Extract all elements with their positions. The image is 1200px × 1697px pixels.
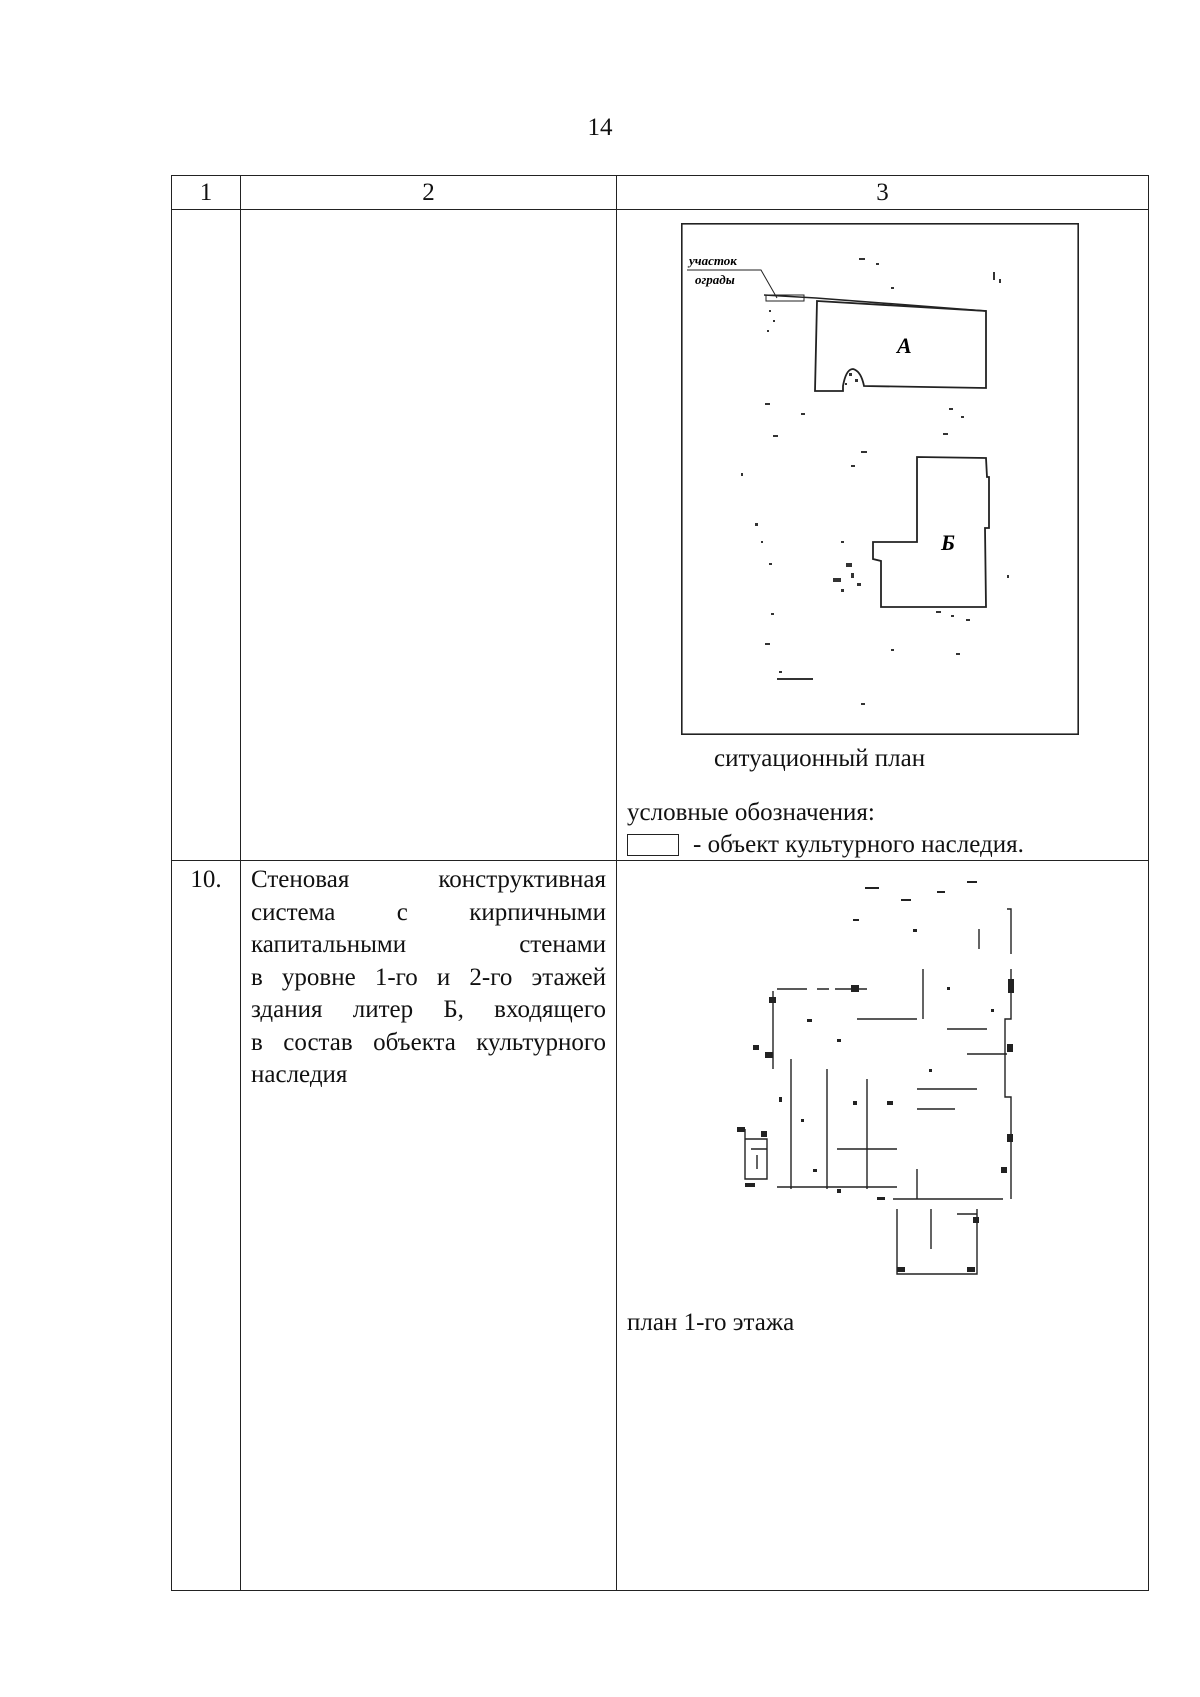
description-line: система с кирпичными <box>251 898 606 926</box>
header-cell-1: 1 <box>172 176 241 210</box>
description-line: в состав объекта культурного <box>251 1028 606 1056</box>
legend-title: условные обозначения: <box>627 799 875 826</box>
header-cell-3: 3 <box>617 176 1149 210</box>
fence-label-line2: ограды <box>695 272 735 287</box>
floor-plan-image <box>717 869 1037 1289</box>
table-row-10 <box>172 861 1149 1591</box>
situational-plan-caption: ситуационный план <box>714 745 926 772</box>
description-line: капитальными стенами <box>251 931 606 958</box>
description-line: здания литер Б, входящего <box>251 996 606 1023</box>
building-a-label: А <box>897 333 912 358</box>
page-number: 14 <box>587 114 613 141</box>
situational-plan-image <box>681 223 1079 735</box>
table-row-continued <box>172 210 1149 861</box>
row-prev-plan-cell <box>617 210 1149 861</box>
row-prev-number-cell <box>172 210 241 861</box>
description-line: Стеновая конструктивная <box>251 866 606 893</box>
legend-item <box>627 829 1024 862</box>
header-cell-2: 2 <box>241 176 617 210</box>
row-number: 10. <box>172 861 241 1591</box>
document-table <box>171 175 1149 1591</box>
floor-plan-caption: план 1-го этажа <box>627 1309 795 1336</box>
legend-item-label: - объект культурного наследия. <box>693 831 1024 858</box>
description-line: наследия <box>251 1061 348 1088</box>
row-10-plan-cell <box>617 861 1149 1591</box>
row-prev-description-cell <box>241 210 617 861</box>
row-description <box>241 861 617 1591</box>
legend-heritage-symbol <box>627 834 679 856</box>
description-line: в уровне 1-го и 2-го этажей <box>251 963 606 991</box>
table-header-row <box>172 176 1149 210</box>
building-b-label: Б <box>941 530 955 555</box>
fence-label-line1: участок <box>689 253 737 268</box>
